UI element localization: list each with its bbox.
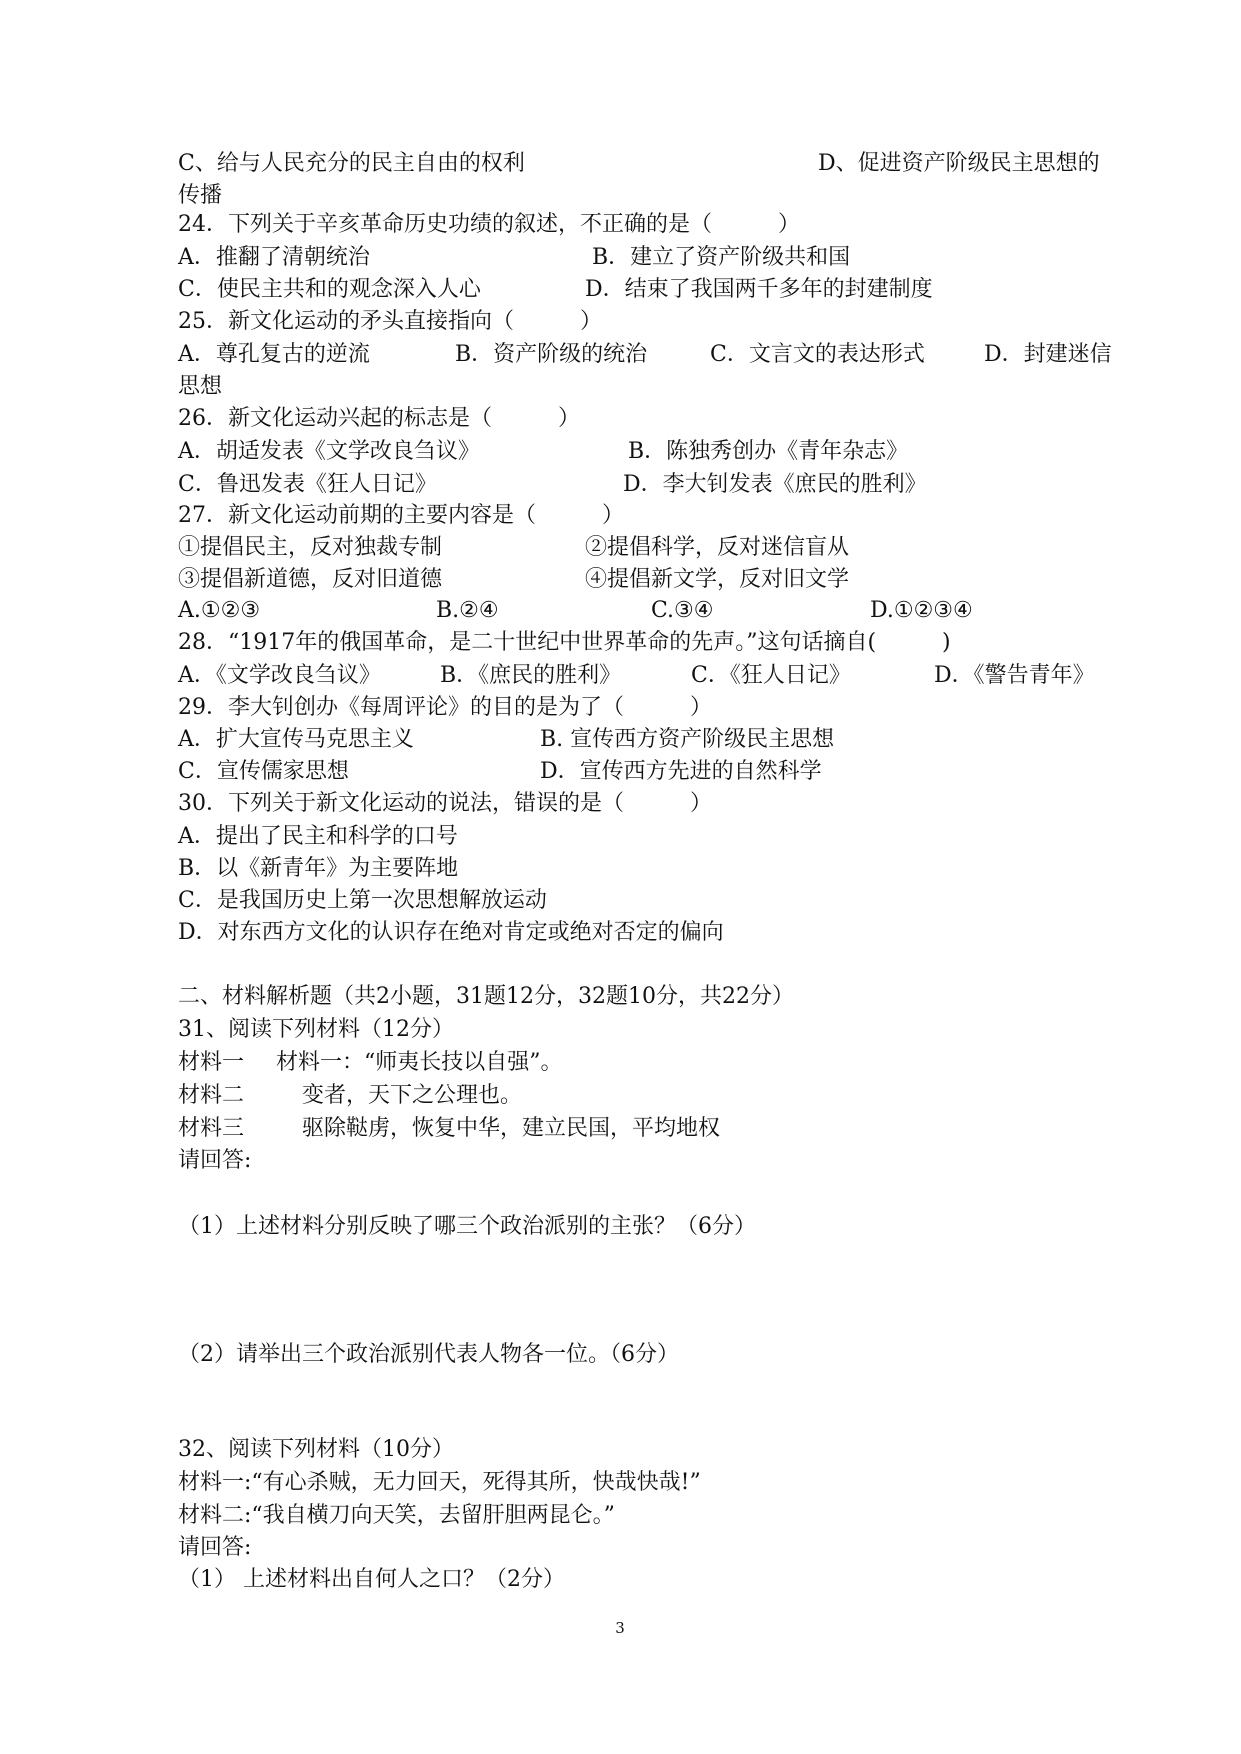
q25-option-d: D．封建迷信 xyxy=(984,342,1112,367)
q23-option-d: D、促进资产阶级民主思想的 xyxy=(818,151,1100,176)
q26-options-cd xyxy=(178,469,1128,501)
q31-sub-1: （1）上述材料分别反映了哪三个政治派别的主张？（6分） xyxy=(178,1214,756,1239)
q26-option-b: B．陈独秀创办《青年杂志》 xyxy=(628,439,909,464)
q24-option-a: A．推翻了清朝统治 xyxy=(178,245,370,270)
q27-items-34 xyxy=(178,564,1128,596)
q31-stem: 31、阅读下列材料（12分） xyxy=(178,1017,454,1042)
q27-item-2: ②提倡科学，反对迷信盲从 xyxy=(585,535,850,560)
q28-stem: 28．“1917年的俄国革命，是二十世纪中世界革命的先声。”这句话摘自( ) xyxy=(178,630,951,655)
q23-options-cd xyxy=(178,148,1128,180)
q27-option-d: D.①②③④ xyxy=(870,598,973,623)
q26-option-a: A．胡适发表《文学改良刍议》 xyxy=(178,439,480,464)
q26-options-ab xyxy=(178,436,1128,468)
q27-options xyxy=(178,595,1128,627)
q26-stem: 26．新文化运动兴起的标志是（ ） xyxy=(178,406,580,431)
q28-option-d: D．《警告青年》 xyxy=(934,663,1095,688)
q30-option-c: C．是我国历史上第一次思想解放运动 xyxy=(178,888,547,913)
q29-option-d: D．宣传西方先进的自然科学 xyxy=(540,759,822,784)
q30-option-b: B．以《新青年》为主要阵地 xyxy=(178,856,459,881)
q26-option-c: C．鲁迅发表《狂人日记》 xyxy=(178,472,437,497)
q31-material-1 xyxy=(178,1047,1128,1079)
q26-option-d: D．李大钊发表《庶民的胜利》 xyxy=(623,472,927,497)
q32-sub-1: （1） 上述材料出自何人之口？（2分） xyxy=(178,1567,565,1592)
q27-option-a: A.①②③ xyxy=(178,598,261,623)
q30-stem: 30．下列关于新文化运动的说法，错误的是（ ） xyxy=(178,791,712,816)
q31-material-3 xyxy=(178,1113,1128,1145)
q25-option-a: A．尊孔复古的逆流 xyxy=(178,342,370,367)
q29-stem: 29．李大钊创办《每周评论》的目的是为了（ ） xyxy=(178,695,712,720)
q31-prompt: 请回答: xyxy=(178,1148,252,1173)
q32-prompt: 请回答: xyxy=(178,1535,252,1560)
q32-material-2: 材料二:“我自横刀向天笑，去留肝胆两昆仑。” xyxy=(178,1503,615,1528)
q28-options xyxy=(178,660,1128,692)
q31-material-2-label: 材料二 xyxy=(178,1083,245,1108)
q30-option-d: D．对东西方文化的认识存在绝对肯定或绝对否定的偏向 xyxy=(178,920,724,945)
q24-option-d: D．结束了我国两千多年的封建制度 xyxy=(585,277,933,302)
q27-item-3: ③提倡新道德，反对旧道德 xyxy=(178,567,443,592)
q31-material-2 xyxy=(178,1080,1128,1112)
q23-option-d-wrap: 传播 xyxy=(178,183,223,208)
q31-material-2-text: 变者，天下之公理也。 xyxy=(302,1083,523,1108)
q27-option-c: C.③④ xyxy=(651,598,714,623)
page-number: 3 xyxy=(615,1619,625,1637)
q25-option-c: C．文言文的表达形式 xyxy=(710,342,925,367)
q32-material-1: 材料一:“有心杀贼，无力回天，死得其所，快哉快哉!” xyxy=(178,1470,701,1495)
q29-options-cd xyxy=(178,756,1128,788)
q30-option-a: A．提出了民主和科学的口号 xyxy=(178,824,458,849)
q29-option-a: A．扩大宣传马克思主义 xyxy=(178,727,414,752)
q29-option-c: C．宣传儒家思想 xyxy=(178,759,349,784)
q24-options-ab xyxy=(178,242,1128,274)
q25-option-b: B．资产阶级的统治 xyxy=(455,342,648,367)
q24-stem: 24．下列关于辛亥革命历史功绩的叙述，不正确的是（ ） xyxy=(178,212,800,237)
q29-option-b: B. 宣传西方资产阶级民主思想 xyxy=(540,727,835,752)
q29-options-ab xyxy=(178,724,1128,756)
q31-material-1-label: 材料一 xyxy=(178,1050,245,1075)
q28-option-a: A．《文学改良刍议》 xyxy=(178,663,381,688)
q27-items-12 xyxy=(178,532,1128,564)
q32-stem: 32、阅读下列材料（10分） xyxy=(178,1437,454,1462)
q27-item-4: ④提倡新文学，反对旧文学 xyxy=(585,567,850,592)
q31-material-1-text: 材料一：“师夷长技以自强”。 xyxy=(276,1050,563,1075)
q31-material-3-label: 材料三 xyxy=(178,1116,245,1141)
q28-option-c: C．《狂人日记》 xyxy=(691,663,851,688)
q31-material-3-text: 驱除鞑虏，恢复中华，建立民国，平均地权 xyxy=(302,1116,721,1141)
q27-option-b: B.②④ xyxy=(436,598,499,623)
q25-options xyxy=(178,339,1128,371)
q24-option-c: C．使民主共和的观念深入人心 xyxy=(178,277,481,302)
q25-option-d-wrap: 思想 xyxy=(178,374,223,399)
q28-option-b: B．《庶民的胜利》 xyxy=(440,663,622,688)
q23-option-c: C、给与人民充分的民主自由的权利 xyxy=(178,151,525,176)
q24-options-cd xyxy=(178,274,1128,306)
section2-heading: 二、材料解析题（共2小题，31题12分，32题10分，共22分） xyxy=(178,984,794,1009)
q27-item-1: ①提倡民主，反对独裁专制 xyxy=(178,535,443,560)
q31-sub-2: （2）请举出三个政治派别代表人物各一位。（6分） xyxy=(178,1342,679,1367)
q27-stem: 27．新文化运动前期的主要内容是（ ） xyxy=(178,503,624,528)
q25-stem: 25．新文化运动的矛头直接指向（ ） xyxy=(178,309,602,334)
q24-option-b: B．建立了资产阶级共和国 xyxy=(592,245,851,270)
